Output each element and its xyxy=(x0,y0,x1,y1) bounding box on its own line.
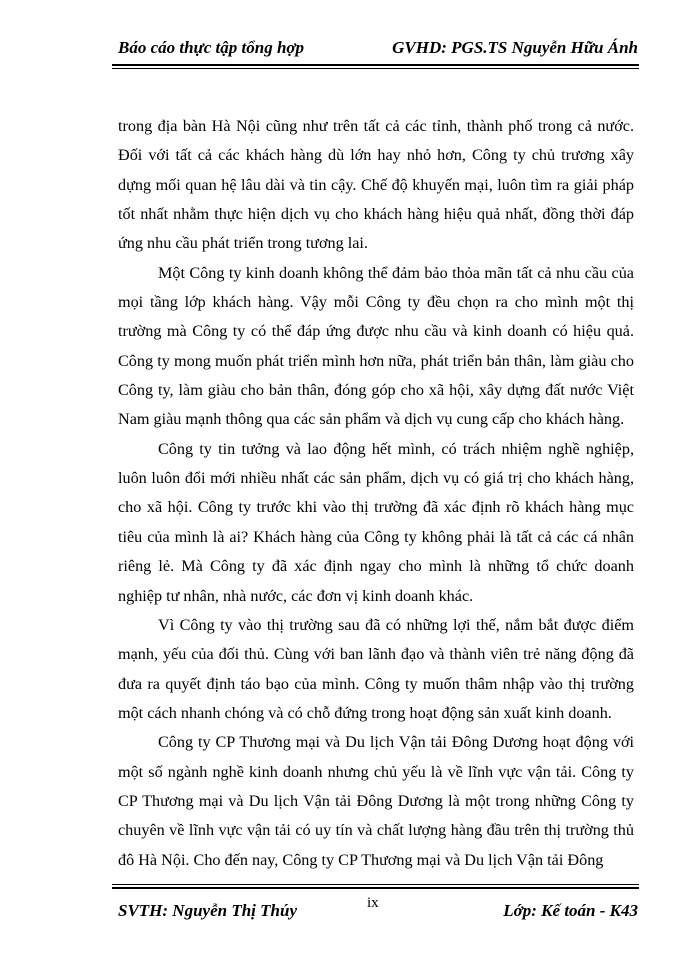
paragraph: Công ty CP Thương mại và Du lịch Vận tải Đông Dương hoạt động với một số ngành nghề kinh doanh nhưng chủ yếu là về lĩnh vực vận tải. Công ty CP Thương mại và Du lịch Vận tải Đông Dương là một trong những Công ty chuyên về lĩnh vực vận tải có uy tín và chất lượng hàng đầu trên thị trường thủ đô Hà Nội. Cho đến nay, Công ty CP Thương mại và Du lịch Vận tải Đông xyxy=(118,733,634,869)
footer-rule-thick xyxy=(112,887,639,889)
body-text xyxy=(118,112,634,875)
footer-rule-thin xyxy=(112,884,639,885)
paragraph: Công ty tin tưởng và lao động hết mình, có trách nhiệm nghề nghiệp, luôn luôn đổi mới nhiều nhất các sản phẩm, dịch vụ có giá trị cho khách hàng, cho xã hội. Công ty trước khi vào thị trường đã xác định rõ khách hàng mục tiêu của mình là ai? Khách hàng của Công ty không phải là tất cả các cá nhân riêng lẻ. Mà Công ty đã xác định ngay cho mình là những tổ chức doanh nghiệp tư nhân, nhà nước, các đơn vị kinh doanh khác. xyxy=(118,439,634,605)
footer-class: Lớp: Kế toán - K43 xyxy=(503,901,638,920)
header-rule-thin xyxy=(112,68,639,69)
paragraph: trong địa bàn Hà Nội cũng như trên tất cả các tỉnh, thành phố trong cả nước. Đối với tất cả các khách hàng dù lớn hay nhỏ hơn, Công ty chủ trương xây dựng mối quan hệ lâu dài và tin cậy. Chế độ khuyến mại, luôn tìm ra giải pháp tốt nhất nhằm thực hiện dịch vụ cho khách hàng hiệu quả nhất, đồng thời đáp ứng nhu cầu phát triển trong tương lai. xyxy=(118,117,634,253)
paragraph: Một Công ty kinh doanh không thể đảm bảo thỏa mãn tất cả nhu cầu của mọi tầng lớp khách hàng. Vậy mỗi Công ty đều chọn ra cho mình một thị trường mà Công ty có thể đáp ứng được nhu cầu và kinh doanh có hiệu quả. Công ty mong muốn phát triển mình hơn nữa, phát triển bản thân, làm giàu cho Công ty, làm giàu cho bản thân, đóng góp cho xã hội, xây dựng đất nước Việt Nam giàu mạnh thông qua các sản phẩm và dịch vụ cung cấp cho khách hàng. xyxy=(118,263,634,429)
paragraph: Vì Công ty vào thị trường sau đã có những lợi thế, nắm bắt được điểm mạnh, yếu của đối thủ. Cùng với ban lãnh đạo và thành viên trẻ năng động đã đưa ra quyết định táo bạo của mình. Công ty muốn thâm nhập vào thị trường một cách nhanh chóng và có chỗ đứng trong hoạt động sản xuất kinh doanh. xyxy=(118,615,634,722)
header-supervisor: GVHD: PGS.TS Nguyễn Hữu Ánh xyxy=(392,38,638,57)
page-number: ix xyxy=(367,895,379,911)
footer-student: SVTH: Nguyễn Thị Thúy xyxy=(118,901,297,920)
header-rule-thick xyxy=(112,64,639,66)
header-report-title: Báo cáo thực tập tổng hợp xyxy=(118,38,305,57)
